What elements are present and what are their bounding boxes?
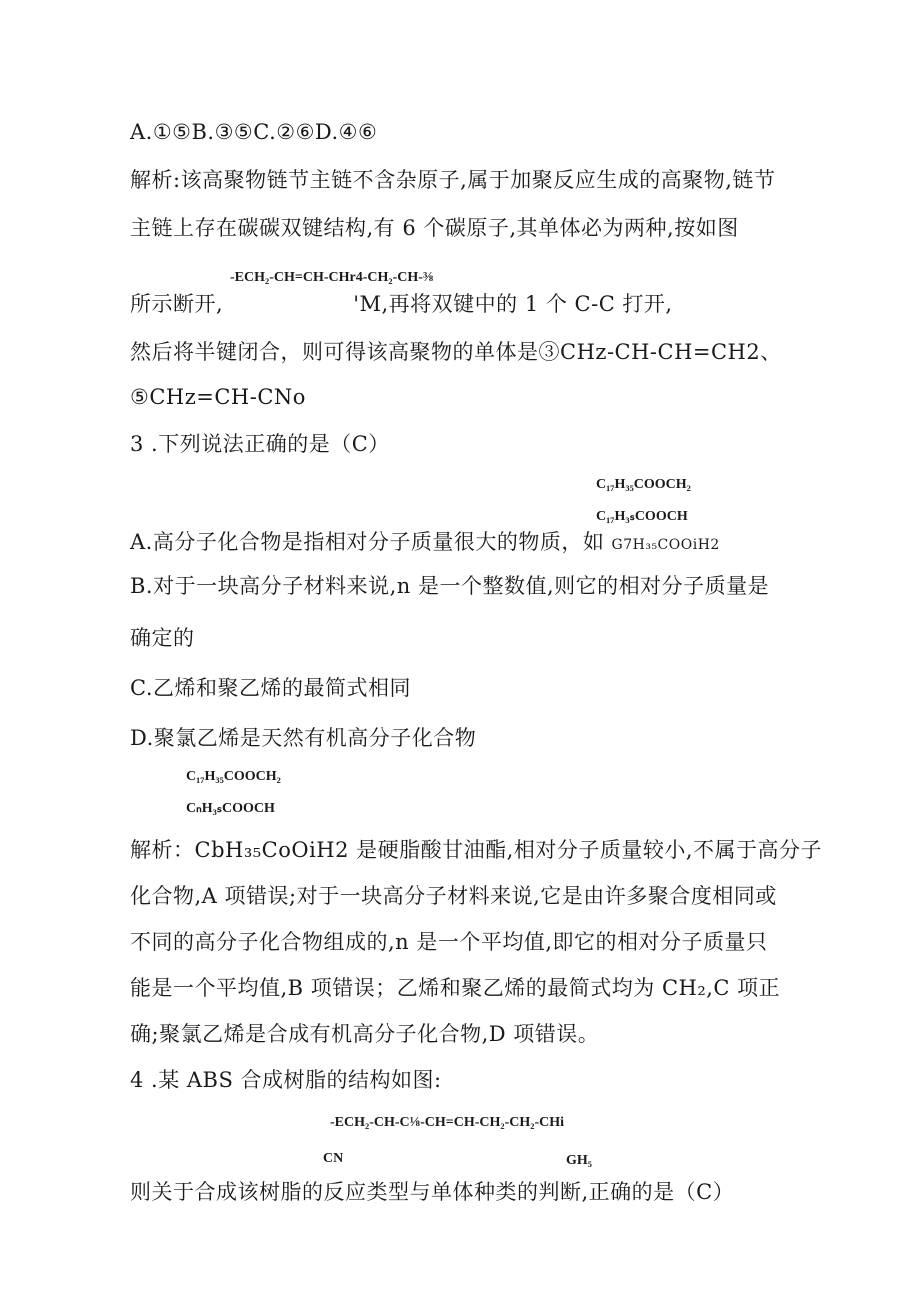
- q3-analysis-formula-line1: C₁₇H₃₅COOCH₂: [186, 769, 281, 784]
- q3-option-d: D.聚氯乙烯是天然有机高分子化合物: [130, 726, 477, 750]
- q3-analysis-suffix: 是硬脂酸甘油酯,相对分子质量较小,不属于高分子: [348, 838, 823, 862]
- q3-option-a-text: A.高分子化合物是指相对分子质量很大的物质，如: [130, 530, 605, 554]
- q4-structure-formula: -ECH₂-CH-C⅛-CH=CH-CH₂-CH₂-CHi: [330, 1115, 565, 1130]
- q2-options: A.①⑤B.③⑤C.②⑥D.④⑥: [130, 120, 378, 144]
- q4-stem: 4 .某 ABS 合成树脂的结构如图:: [130, 1068, 442, 1092]
- q2-break-prefix: 所示断开,: [130, 292, 224, 316]
- q3-fat-formula-line1: C₁₇H₃₅COOCH₂: [596, 477, 691, 492]
- q3-analysis-line3: 不同的高分子化合物组成的,n 是一个平均值,即它的相对分子质量只: [130, 930, 768, 954]
- q4-substituent-cn: CN: [323, 1151, 344, 1166]
- q3-analysis-formula-line2: CₙH₃ₛCOOCH: [186, 801, 275, 816]
- q3-option-b-line1: B.对于一块高分子材料来说,n 是一个整数值,则它的相对分子质量是: [130, 574, 770, 598]
- q4-question: 则关于合成该树脂的反应类型与单体种类的判断,正确的是（C）: [130, 1180, 735, 1204]
- q3-analysis-line1: [130, 836, 822, 864]
- q3-option-c: C.乙烯和聚乙烯的最简式相同: [130, 676, 411, 700]
- q2-analysis-line3: [130, 290, 673, 318]
- q4-substituent-phenyl: GH₅: [566, 1153, 592, 1168]
- q3-analysis-line4: 能是一个平均值,B 项错误；乙烯和聚乙烯的最简式均为 CH₂,C 项正: [130, 976, 781, 1000]
- q2-break-suffix: 'M,再将双键中的 1 个 C-C 打开,: [353, 292, 673, 316]
- q2-analysis-line1: 解析:该高聚物链节主链不含杂原子,属于加聚反应生成的高聚物,链节: [130, 168, 776, 192]
- q3-analysis-line5: 确;聚氯乙烯是合成有机高分子化合物,D 项错误。: [130, 1022, 600, 1046]
- q3-analysis-line2: 化合物,A 项错误;对于一块高分子材料来说,它是由许多聚合度相同或: [130, 884, 777, 908]
- q2-analysis-line4: 然后将半键闭合，则可得该高聚物的单体是③CHz-CH-CH=CH2、: [130, 340, 782, 364]
- q3-option-a: [130, 528, 720, 559]
- q2-structure-formula: -ECH₂-CH=CH-CHr4-CH₂-CH-⅜: [230, 270, 434, 285]
- q3-analysis-prefix: 解析：: [130, 838, 195, 862]
- q2-analysis-line5: ⑤CHz=CH-CNo: [130, 385, 306, 409]
- q3-analysis-inline-formula: CbH₃₅CoOiH2: [194, 838, 349, 862]
- q2-analysis-line2: 主链上存在碳碳双键结构,有 6 个碳原子,其单体必为两种,按如图: [130, 216, 739, 240]
- q3-stem: 3 .下列说法正确的是（C）: [130, 432, 390, 456]
- q3-option-a-inline-formula: G7H₃₅COOiH2: [611, 537, 720, 553]
- q3-option-b-line2: 确定的: [130, 626, 195, 650]
- q3-fat-formula-line2: C₁₇H₃ₛCOOCH: [596, 509, 688, 524]
